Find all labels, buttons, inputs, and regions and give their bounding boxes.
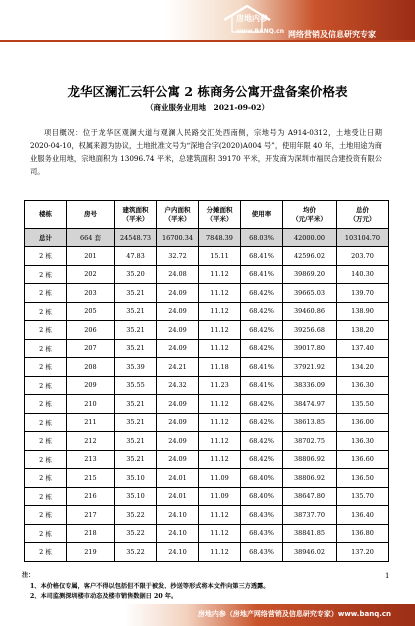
table-cell: 68.43% <box>241 524 283 543</box>
table-cell: 2 栋 <box>25 432 67 451</box>
table-cell: 218 <box>67 524 115 543</box>
table-cell: 210 <box>67 395 115 414</box>
table-cell: 137.40 <box>337 339 389 358</box>
table-cell: 35.22 <box>115 506 157 525</box>
table-cell: 2 栋 <box>25 524 67 543</box>
table-cell: 39256.68 <box>283 321 337 340</box>
table-row <box>25 321 389 340</box>
table-row <box>25 432 389 451</box>
table-cell: 24.09 <box>157 302 199 321</box>
table-cell: 11.12 <box>199 302 241 321</box>
table-row <box>25 450 389 469</box>
table-cell: 42596.02 <box>283 247 337 266</box>
table-row <box>25 395 389 414</box>
table-cell: 209 <box>67 376 115 395</box>
table-cell: 2 栋 <box>25 395 67 414</box>
table-cell: 136.30 <box>337 376 389 395</box>
table-row <box>25 524 389 543</box>
total-cell: 42000.00 <box>283 229 337 247</box>
table-cell: 11.12 <box>199 450 241 469</box>
table-cell: 38737.70 <box>283 506 337 525</box>
banner-slogan: 网络营销及信息研究专家 <box>288 30 376 39</box>
table-cell: 208 <box>67 358 115 377</box>
table-cell: 2 栋 <box>25 469 67 488</box>
table-cell: 219 <box>67 543 115 562</box>
table-cell: 39460.86 <box>283 302 337 321</box>
table-cell: 68.42% <box>241 302 283 321</box>
logo-url-text: www.BANQ.cn <box>236 28 284 35</box>
table-cell: 35.21 <box>115 395 157 414</box>
table-cell: 11.12 <box>199 321 241 340</box>
table-cell: 38647.80 <box>283 487 337 506</box>
table-cell: 35.21 <box>115 339 157 358</box>
column-header: 房号 <box>67 201 115 229</box>
column-header: 建筑面积 （平米） <box>115 201 157 229</box>
table-cell: 212 <box>67 432 115 451</box>
footer-banner <box>0 604 415 626</box>
table-cell: 2 栋 <box>25 506 67 525</box>
banner-stripe <box>0 40 415 42</box>
table-cell: 68.42% <box>241 413 283 432</box>
table-cell: 24.09 <box>157 432 199 451</box>
document-subtitle: （商业服务业用地 2021-09-02） <box>146 103 269 112</box>
table-cell: 140.30 <box>337 265 389 284</box>
table-cell: 11.09 <box>199 469 241 488</box>
table-row <box>25 339 389 358</box>
table-cell: 24.09 <box>157 339 199 358</box>
table-cell: 136.30 <box>337 432 389 451</box>
column-header: 总价 （万元） <box>337 201 389 229</box>
table-cell: 137.20 <box>337 543 389 562</box>
table-cell: 35.22 <box>115 524 157 543</box>
table-row <box>25 247 389 266</box>
table-cell: 2 栋 <box>25 543 67 562</box>
table-cell: 68.40% <box>241 469 283 488</box>
table-cell: 2 栋 <box>25 376 67 395</box>
table-cell: 35.10 <box>115 487 157 506</box>
table-cell: 38806.92 <box>283 469 337 488</box>
table-cell: 24.10 <box>157 543 199 562</box>
table-cell: 139.70 <box>337 284 389 303</box>
notes-label: 注： <box>22 572 35 579</box>
table-cell: 68.43% <box>241 543 283 562</box>
table-cell: 68.42% <box>241 450 283 469</box>
table-cell: 213 <box>67 450 115 469</box>
table-cell: 68.41% <box>241 247 283 266</box>
table-cell: 39017.80 <box>283 339 337 358</box>
table-cell: 11.12 <box>199 543 241 562</box>
table-cell: 135.50 <box>337 395 389 414</box>
table-cell: 68.42% <box>241 321 283 340</box>
table-cell: 24.09 <box>157 450 199 469</box>
table-cell: 2 栋 <box>25 284 67 303</box>
table-cell: 47.83 <box>115 247 157 266</box>
table-row <box>25 469 389 488</box>
table-cell: 203.70 <box>337 247 389 266</box>
total-cell: 68.03% <box>241 229 283 247</box>
table-cell: 138.20 <box>337 321 389 340</box>
table-cell: 2 栋 <box>25 450 67 469</box>
table-row <box>25 358 389 377</box>
column-header: 户内面积 （平米） <box>157 201 199 229</box>
table-cell: 211 <box>67 413 115 432</box>
table-cell: 38336.09 <box>283 376 337 395</box>
table-row <box>25 413 389 432</box>
total-cell: 24548.73 <box>115 229 157 247</box>
table-cell: 2 栋 <box>25 302 67 321</box>
footer-text: 房地内参（房地产网络营销及信息研究专家）www.banq.cn <box>197 610 391 618</box>
table-cell: 24.21 <box>157 358 199 377</box>
footnotes <box>22 571 367 603</box>
total-cell: 103104.70 <box>337 229 389 247</box>
table-cell: 35.39 <box>115 358 157 377</box>
table-cell: 68.41% <box>241 265 283 284</box>
table-cell: 2 栋 <box>25 358 67 377</box>
table-cell: 38474.97 <box>283 395 337 414</box>
table-cell: 201 <box>67 247 115 266</box>
table-cell: 24.10 <box>157 524 199 543</box>
table-cell: 206 <box>67 321 115 340</box>
table-row <box>25 265 389 284</box>
table-cell: 39869.20 <box>283 265 337 284</box>
table-cell: 68.41% <box>241 376 283 395</box>
table-cell: 35.55 <box>115 376 157 395</box>
logo-brand-text: 房地内参 <box>236 13 268 23</box>
column-header: 分摊面积 （平米） <box>199 201 241 229</box>
note-item: 1、本价格仅专属，客户不得以包括但不限于被发、抄送等形式将本文件向第三方透露。 <box>30 582 270 590</box>
column-header: 使用率 <box>241 201 283 229</box>
table-cell: 24.08 <box>157 265 199 284</box>
table-cell: 207 <box>67 339 115 358</box>
table-cell: 11.18 <box>199 358 241 377</box>
column-header: 均价 （元/平米） <box>283 201 337 229</box>
table-cell: 35.21 <box>115 432 157 451</box>
header-banner <box>0 0 415 42</box>
table-cell: 35.21 <box>115 284 157 303</box>
table-cell: 35.21 <box>115 321 157 340</box>
table-cell: 136.50 <box>337 469 389 488</box>
table-cell: 35.20 <box>115 265 157 284</box>
table-cell: 202 <box>67 265 115 284</box>
table-cell: 215 <box>67 469 115 488</box>
table-cell: 134.20 <box>337 358 389 377</box>
table-cell: 11.23 <box>199 376 241 395</box>
table-cell: 11.12 <box>199 339 241 358</box>
table-row <box>25 487 389 506</box>
table-cell: 32.72 <box>157 247 199 266</box>
table-row <box>25 506 389 525</box>
table-cell: 216 <box>67 487 115 506</box>
total-cell: 16700.34 <box>157 229 199 247</box>
table-cell: 11.09 <box>199 487 241 506</box>
table-cell: 24.09 <box>157 413 199 432</box>
table-cell: 11.12 <box>199 432 241 451</box>
project-overview: 项目概况：位于龙华区观澜大道与观澜人民路交汇处西南侧，宗地号为 A914-0312，土地受让日期 2020-04-10，权属来源为协议，土地批准文号为“深地合字(2020)A004 号”，使用年限 40 年，土地用途为商业服务业用地，宗地面积为 13096.74 平米，总建筑面积 39170 平米，开发商为深圳市福民合建投资有限公司。 <box>30 128 382 176</box>
table-cell: 35.22 <box>115 543 157 562</box>
table-cell: 217 <box>67 506 115 525</box>
table-cell: 68.40% <box>241 487 283 506</box>
table-total-row <box>25 229 389 247</box>
table-cell: 68.42% <box>241 395 283 414</box>
table-cell: 138.90 <box>337 302 389 321</box>
table-cell: 11.12 <box>199 284 241 303</box>
table-row <box>25 376 389 395</box>
table-cell: 24.01 <box>157 487 199 506</box>
table-cell: 2 栋 <box>25 265 67 284</box>
table-cell: 38841.85 <box>283 524 337 543</box>
table-cell: 35.21 <box>115 302 157 321</box>
table-cell: 11.12 <box>199 413 241 432</box>
table-cell: 38613.85 <box>283 413 337 432</box>
note-item: 2、本司监测深圳楼市动态及楼市销售数据日 20 年。 <box>30 593 178 600</box>
table-cell: 24.09 <box>157 284 199 303</box>
table-cell: 135.70 <box>337 487 389 506</box>
table-cell: 205 <box>67 302 115 321</box>
table-header-row <box>25 201 389 229</box>
table-cell: 68.41% <box>241 358 283 377</box>
table-cell: 35.10 <box>115 469 157 488</box>
page-number: 1 <box>385 572 390 580</box>
table-cell: 24.10 <box>157 506 199 525</box>
table-cell: 24.32 <box>157 376 199 395</box>
table-cell: 38806.92 <box>283 450 337 469</box>
table-cell: 39665.03 <box>283 284 337 303</box>
table-cell: 136.40 <box>337 506 389 525</box>
table-cell: 2 栋 <box>25 247 67 266</box>
table-cell: 136.60 <box>337 450 389 469</box>
table-cell: 38702.75 <box>283 432 337 451</box>
table-cell: 24.09 <box>157 395 199 414</box>
table-cell: 136.80 <box>337 524 389 543</box>
table-cell: 24.01 <box>157 469 199 488</box>
table-cell: 2 栋 <box>25 487 67 506</box>
column-header: 楼栋 <box>25 201 67 229</box>
table-cell: 68.42% <box>241 284 283 303</box>
table-cell: 24.09 <box>157 321 199 340</box>
table-row <box>25 543 389 562</box>
table-cell: 15.11 <box>199 247 241 266</box>
table-cell: 2 栋 <box>25 339 67 358</box>
table-cell: 37921.92 <box>283 358 337 377</box>
total-cell: 7848.39 <box>199 229 241 247</box>
table-row <box>25 284 389 303</box>
table-cell: 38946.02 <box>283 543 337 562</box>
table-cell: 2 栋 <box>25 321 67 340</box>
total-cell: 664 套 <box>67 229 115 247</box>
table-cell: 68.42% <box>241 339 283 358</box>
table-cell: 68.42% <box>241 432 283 451</box>
table-cell: 2 栋 <box>25 413 67 432</box>
table-cell: 11.12 <box>199 524 241 543</box>
table-cell: 11.12 <box>199 506 241 525</box>
table-row <box>25 302 389 321</box>
table-cell: 11.12 <box>199 265 241 284</box>
table-cell: 35.21 <box>115 413 157 432</box>
total-cell: 总计 <box>25 229 67 247</box>
price-table <box>24 200 389 562</box>
table-cell: 136.00 <box>337 413 389 432</box>
document-title: 龙华区澜汇云轩公寓 2 栋商务公寓开盘备案价格表 <box>67 84 348 99</box>
table-cell: 11.12 <box>199 395 241 414</box>
table-cell: 68.43% <box>241 506 283 525</box>
table-cell: 35.21 <box>115 450 157 469</box>
table-cell: 203 <box>67 284 115 303</box>
